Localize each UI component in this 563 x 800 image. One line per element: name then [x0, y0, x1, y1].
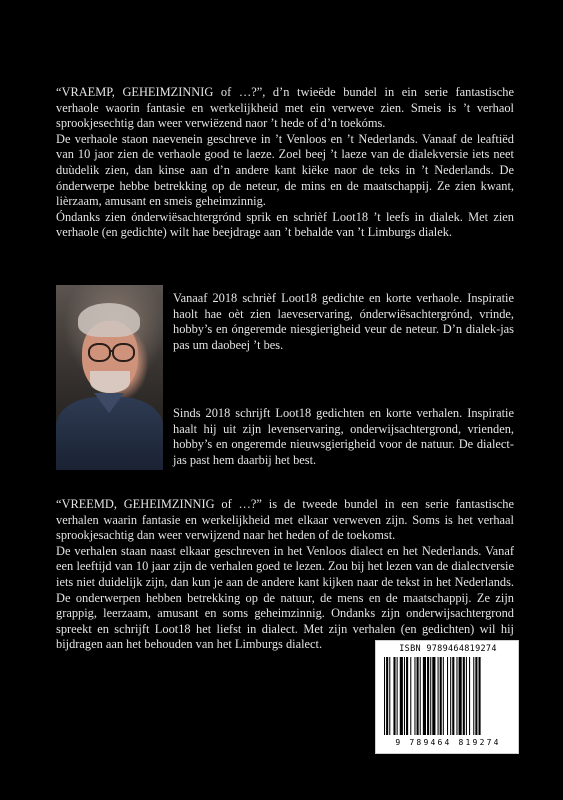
barcode-bar	[440, 657, 442, 735]
limburgs-intro-paragraph-3: Óndanks zien ónderwiësachtergrónd sprik en schrièf Loot18 ’t leefs in dialek. Met zien verhaole (en gedichte) wilt hae beejdrage aan ’t behalde van ’t Limburgs dialek.	[56, 209, 514, 240]
barcode-bar	[389, 657, 390, 735]
barcode-bar	[386, 657, 388, 735]
isbn-digits: 9 789464 819274	[395, 738, 501, 747]
barcode-bar	[420, 657, 421, 735]
barcode-bar	[447, 657, 448, 735]
author-photo	[56, 285, 163, 470]
barcode-bar	[466, 657, 467, 735]
barcode-bar	[473, 657, 474, 735]
barcode-bar	[456, 657, 457, 735]
dutch-intro-text	[56, 497, 514, 653]
barcode-bar	[469, 657, 470, 735]
dutch-intro-paragraph-2: De verhalen staan naast elkaar geschreven in het Venloos dialect en het Nederlands. Vanaf een leeftijd van 10 jaar zijn de verhalen goed te lezen. Zou bij het lezen van de dialectversie iets niet duidelijk zijn, dan kun je aan de andere kant kijken naar de tekst in het Nederlands. De onderwerpen hebben betrekking op de natuur, de mens en de maatschappij. Ze zijn grappig, leerzaam, amusant en soms geheimzinnig. Ondanks zijn onderwijsachtergrond spreekt en schrijft Loot18 het liefst in dialect. Met zijn verhalen (en gedichten) wil hij bijdragen aan het behouden van het Limburgs dialect.	[56, 543, 514, 652]
barcode-bars	[384, 657, 512, 735]
barcode-bar	[479, 657, 481, 735]
isbn-label: ISBN 9789464819274	[399, 644, 497, 654]
barcode-bar	[400, 657, 403, 735]
dutch-intro-paragraph-1: “VREEMD, GEHEIMZINNIG of …?” is de tweede bundel in een serie fantastische verhalen waarin fantasie en werkelijkheid met elkaar verweven zijn. Soms is het verhaal sprookjesachtig dan weer verwijzend naar het heden of de toekomst.	[56, 497, 514, 543]
isbn-barcode	[375, 640, 519, 754]
limburgs-intro-text	[56, 85, 514, 241]
barcode-bar	[423, 657, 426, 735]
barcode-bar	[406, 657, 408, 735]
barcode-bar	[438, 657, 439, 735]
barcode-bar	[404, 657, 405, 735]
barcode-bar	[459, 657, 462, 735]
barcode-bar	[384, 657, 385, 735]
barcode-bar	[443, 657, 444, 735]
barcode-bar	[463, 657, 465, 735]
author-bio-dutch: Sinds 2018 schrijft Loot18 gedichten en korte verhalen. Inspiratie haalt hij uit zijn levenservaring, onderwijsachtergrond, vrienden, hobby’s en ongeremde nieuwsgierigheid voor de natuur. De dialect-jas past hem daarbij het best.	[173, 406, 514, 467]
barcode-bar	[452, 657, 454, 735]
limburgs-intro-paragraph-1: “VRAEMP, GEHEIMZINNIG of …?”, d’n twieëde bundel in ein serie fantastische verhaole waorin fantasie en werkelijkheid met ein verweve zien. Smeis is ’t verhaol sprookjesechtig dan weer verwiëzend naor ’t hede of d’n toekóms.	[56, 85, 514, 131]
barcode-bar	[430, 657, 431, 735]
barcode-bar	[450, 657, 451, 735]
barcode-bar	[427, 657, 429, 735]
barcode-bar	[432, 657, 435, 735]
barcode-bar	[397, 657, 398, 735]
author-bio-limburgs: Vanaaf 2018 schrièf Loot18 gedichte en korte verhaole. Inspiratie haolt hae oèt zien laeveservaring, ónderwiësachtergrónd, vrinde, hobby’s en óngeremde niesgierigheid veur de neteur. D’n dialek-jas pas um daobeej ’t bes.	[173, 291, 514, 352]
barcode-bar	[414, 657, 415, 735]
limburgs-intro-paragraph-2: De verhaole staon naevenein geschreve in ’t Venloos en ’t Nederlands. Vanaaf de leaftiëd van 10 jaor zien de verhaole good te laeze. Zoel beej ’t laeze van de dialekversie iets neet duùdelik zien, dan kinse aan d’n andere kant kiëke naor de teks in ’t Nederlands. De ónderwerpe hebbe betrekking op de neteur, de mins en de maatschappij. Ze zien kwant, lièrzaam, amusant en smeis geheimzinnig.	[56, 131, 514, 209]
barcode-bar	[475, 657, 477, 735]
barcode-bar	[417, 657, 419, 735]
barcode-bar	[410, 657, 411, 735]
barcode-bar	[393, 657, 395, 735]
